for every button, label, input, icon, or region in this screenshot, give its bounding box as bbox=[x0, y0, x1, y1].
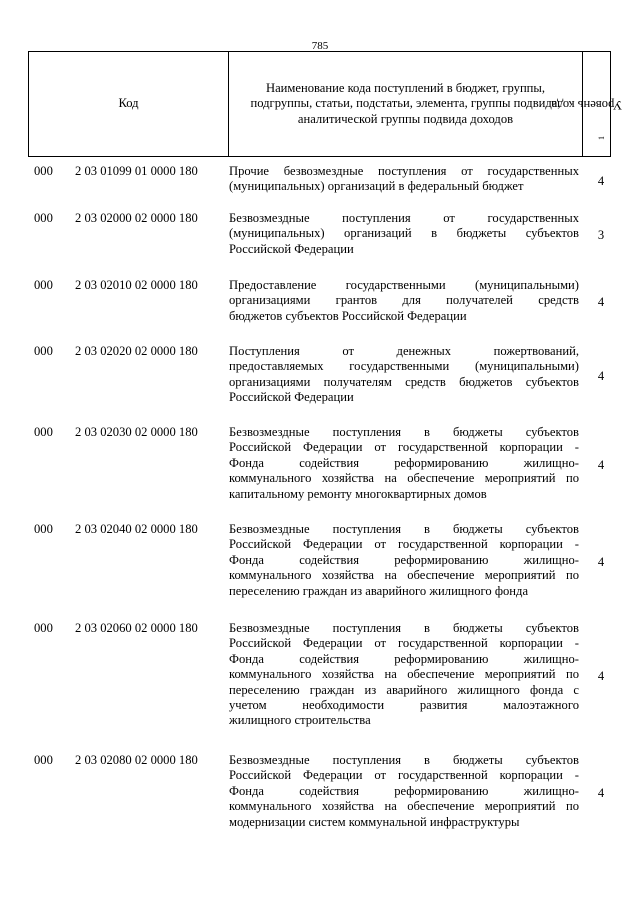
row-level: 4 bbox=[597, 785, 605, 800]
row-name-line: бюджетов субъектов Российской Федерации bbox=[229, 308, 467, 323]
row-level: 3 bbox=[597, 228, 605, 243]
row-name bbox=[229, 278, 579, 324]
row-admin-code: 000 bbox=[34, 621, 53, 635]
row-revenue-code: 2 03 02040 02 0000 180 bbox=[75, 522, 198, 536]
row-name-line: (муниципальных) организаций в федеральный бюджет bbox=[229, 179, 524, 194]
row-admin-code: 000 bbox=[34, 522, 53, 536]
row-revenue-code: 2 03 01099 01 0000 180 bbox=[75, 164, 198, 178]
row-admin-code: 000 bbox=[34, 425, 53, 439]
row-level: 4 bbox=[597, 457, 605, 472]
row-name bbox=[229, 753, 579, 830]
row-name-line: Безвозмездные поступления от государственных bbox=[229, 211, 579, 225]
row-name-line: Безвозмездные поступления в бюджеты субъектов bbox=[229, 621, 579, 635]
row-revenue-code: 2 03 02080 02 0000 180 bbox=[75, 753, 198, 767]
row-name-line: коммунального хозяйства на обеспечение мероприятий по bbox=[229, 568, 579, 583]
row-name-line: (муниципальных) организаций в бюджеты субъектов bbox=[229, 226, 579, 241]
row-name bbox=[229, 344, 579, 406]
row-name-line: коммунального хозяйства на обеспечение мероприятий по bbox=[229, 471, 579, 486]
row-name-line: переселению граждан из аварийного жилищного фонда с bbox=[229, 682, 579, 697]
header-level bbox=[551, 52, 623, 156]
row-name bbox=[229, 522, 579, 599]
row-name-line: жилищного строительства bbox=[229, 713, 371, 728]
row-level: 4 bbox=[597, 669, 605, 684]
row-name-line: Поступления от денежных пожертвований, bbox=[229, 344, 579, 358]
row-name-line: Российской Федерации bbox=[229, 390, 354, 405]
row-admin-code: 000 bbox=[34, 164, 53, 178]
row-name bbox=[229, 164, 579, 195]
row-name-line: Российской Федерации от государственной корпорации - bbox=[229, 440, 579, 455]
page-number: 785 bbox=[311, 40, 329, 52]
row-name-line: модернизации систем коммунальной инфраструктуры bbox=[229, 814, 520, 829]
row-name-line: Российской Федерации от государственной корпорации - bbox=[229, 636, 579, 651]
row-name-line: Прочие безвозмездные поступления от государственных bbox=[229, 164, 579, 178]
row-level: 4 bbox=[597, 295, 605, 310]
row-name-line: предоставляемых государственными (муниципальными) bbox=[229, 359, 579, 374]
row-name-line: организациями грантов для получателей средств bbox=[229, 293, 579, 308]
row-name-line: коммунального хозяйства на обеспечение мероприятий по bbox=[229, 667, 579, 682]
row-name-line: Российской Федерации от государственной корпорации - bbox=[229, 768, 579, 783]
row-name-line: Российской Федерации от государственной корпорации - bbox=[229, 537, 579, 552]
row-name-line: Фонда содействия реформированию жилищно- bbox=[229, 651, 579, 666]
row-name-line: Фонда содействия реформированию жилищно- bbox=[229, 455, 579, 470]
row-name bbox=[229, 621, 579, 729]
row-name-line: Безвозмездные поступления в бюджеты субъектов bbox=[229, 522, 579, 536]
row-name-line: коммунального хозяйства на обеспечение мероприятий по bbox=[229, 799, 579, 814]
header-level-label: Уровень кода bbox=[551, 97, 623, 112]
row-level: 4 bbox=[597, 554, 605, 569]
row-name bbox=[229, 211, 579, 257]
row-revenue-code: 2 03 02060 02 0000 180 bbox=[75, 621, 198, 635]
row-level: 4 bbox=[597, 369, 605, 384]
row-admin-code: 000 bbox=[34, 753, 53, 767]
row-name-line: Безвозмездные поступления в бюджеты субъектов bbox=[229, 753, 579, 767]
row-name-line: капитальному ремонту многоквартирных домов bbox=[229, 486, 487, 501]
row-name bbox=[229, 425, 579, 502]
row-admin-code: 000 bbox=[34, 344, 53, 358]
row-admin-code: 000 bbox=[34, 211, 53, 225]
row-name-line: Российской Федерации bbox=[229, 241, 354, 256]
header-code: Код bbox=[29, 52, 229, 156]
row-name-line: переселению граждан из аварийного жилищного фонда bbox=[229, 583, 529, 598]
row-level: 4 bbox=[597, 173, 605, 188]
row-name-line: Фонда содействия реформированию жилищно- bbox=[229, 783, 579, 798]
header-level-footnote: 1 bbox=[597, 135, 607, 140]
row-name-line: учетом необходимости развития малоэтажного bbox=[229, 698, 579, 713]
row-revenue-code: 2 03 02000 02 0000 180 bbox=[75, 211, 198, 225]
row-name-line: Предоставление государственными (муниципальными) bbox=[229, 278, 579, 292]
row-name-line: Безвозмездные поступления в бюджеты субъектов bbox=[229, 425, 579, 439]
table-header bbox=[28, 51, 623, 157]
row-name-line: Фонда содействия реформированию жилищно- bbox=[229, 552, 579, 567]
row-name-line: организациями получателям средств бюджетов субъектов bbox=[229, 374, 579, 389]
header-name: Наименование кода поступлений в бюджет, группы, подгруппы, статьи, подстатьи, элемента, группы подвида, аналитической группы подвида доходов bbox=[229, 52, 583, 156]
row-revenue-code: 2 03 02010 02 0000 180 bbox=[75, 278, 198, 292]
row-revenue-code: 2 03 02030 02 0000 180 bbox=[75, 425, 198, 439]
row-revenue-code: 2 03 02020 02 0000 180 bbox=[75, 344, 198, 358]
row-admin-code: 000 bbox=[34, 278, 53, 292]
